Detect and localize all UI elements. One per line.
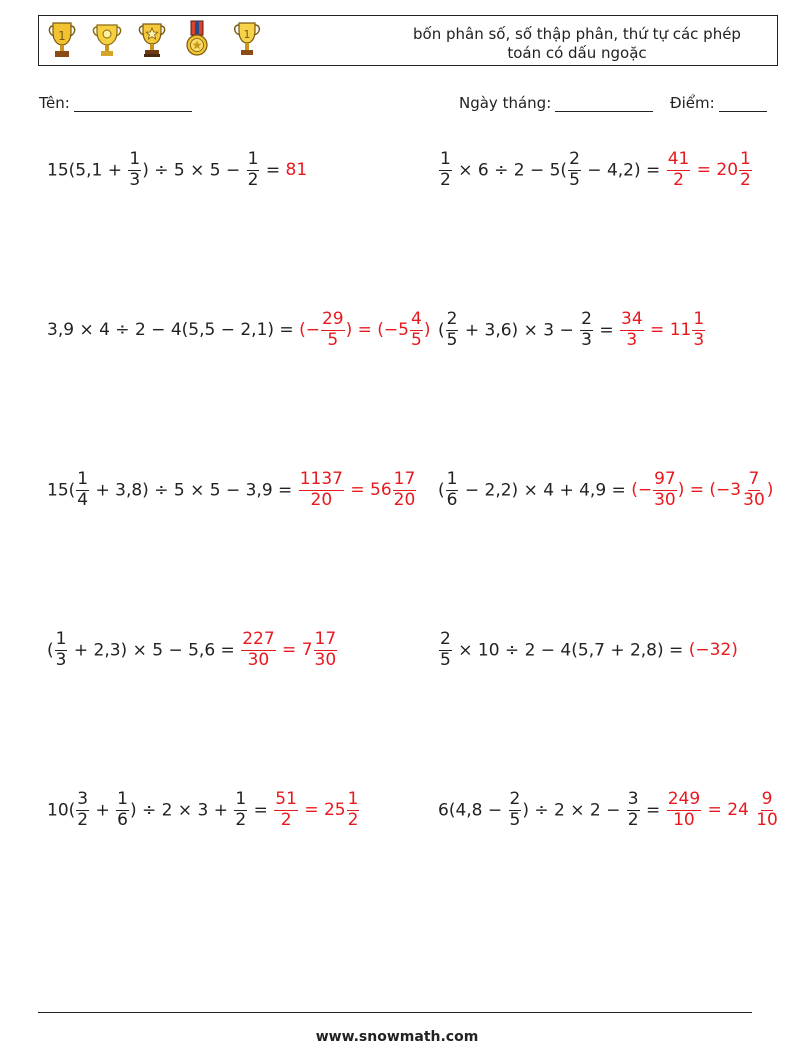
title-line-2: toán có dấu ngoặc bbox=[507, 44, 647, 62]
header-box bbox=[38, 15, 778, 66]
fraction: $\frac{3}{2}$ bbox=[77, 788, 89, 830]
fraction: $\frac{1}{2}$ bbox=[247, 148, 259, 190]
problem-4 bbox=[438, 300, 706, 360]
fraction: $\frac{1}{2}$ bbox=[440, 148, 451, 190]
problem-question: 6(4,8 − $\frac{2}{5}$ ) ÷ 2 × 2 − $\frac{3}{2}$ = bbox=[438, 788, 666, 830]
problem-question: ( $\frac{1}{6}$ − 2,2) × 4 + 4,9 = bbox=[438, 468, 632, 510]
problem-1 bbox=[47, 140, 307, 200]
fraction: $\frac{17}{20}$ bbox=[393, 468, 416, 510]
problem-answer: $\frac{51}{2}$ = 25 $\frac{1}{2}$ bbox=[275, 788, 359, 830]
problem-7 bbox=[47, 620, 338, 680]
name-blank[interactable] bbox=[74, 95, 192, 112]
fraction: $\frac{1}{2}$ bbox=[235, 788, 247, 830]
fraction: $\frac{7}{30}$ bbox=[743, 468, 765, 510]
fraction: $\frac{1}{3}$ bbox=[55, 628, 67, 670]
fraction: $\frac{17}{30}$ bbox=[314, 628, 337, 670]
problem-2 bbox=[438, 140, 753, 200]
score-blank[interactable] bbox=[719, 95, 767, 112]
trophy-sun-icon bbox=[92, 19, 122, 63]
problem-5 bbox=[47, 460, 417, 520]
fraction: $\frac{1}{6}$ bbox=[117, 788, 128, 830]
fraction: $\frac{41}{2}$ bbox=[667, 148, 690, 190]
name-label: Tên: bbox=[39, 94, 70, 112]
problem-3 bbox=[47, 300, 430, 360]
problem-answer: $\frac{1137}{20}$ = 56 $\frac{17}{20}$ bbox=[299, 468, 416, 510]
problem-question: ( $\frac{2}{5}$ + 3,6) × 3 − $\frac{2}{3}$ = bbox=[438, 308, 619, 350]
date-label: Ngày tháng: bbox=[459, 94, 552, 112]
fraction: $\frac{97}{30}$ bbox=[654, 468, 676, 510]
fraction: $\frac{2}{5}$ bbox=[446, 308, 458, 350]
fraction: $\frac{1}{2}$ bbox=[347, 788, 359, 830]
trophy-star-icon bbox=[137, 19, 167, 63]
problem-answer: (− $\frac{97}{30}$ ) = (−3 $\frac{7}{30}$ ) bbox=[631, 468, 774, 510]
fraction: $\frac{1}{4}$ bbox=[77, 468, 89, 510]
problem-10 bbox=[438, 780, 780, 840]
problem-answer: 81 bbox=[285, 160, 308, 180]
fraction: $\frac{34}{3}$ bbox=[621, 308, 643, 350]
trophy-1-icon bbox=[47, 19, 77, 63]
svg-text:1: 1 bbox=[243, 28, 251, 41]
problem-answer: $\frac{227}{30}$ = 7 $\frac{17}{30}$ bbox=[242, 628, 337, 670]
fraction: $\frac{4}{5}$ bbox=[411, 308, 422, 350]
problem-question: $\frac{2}{5}$ × 10 ÷ 2 − 4(5,7 + 2,8) = bbox=[440, 628, 689, 670]
problem-question: 10( $\frac{3}{2}$ + $\frac{1}{6}$ ) ÷ 2 × 3 + $\frac{1}{2}$ = bbox=[47, 788, 274, 830]
fraction: $\frac{2}{3}$ bbox=[581, 308, 592, 350]
trophy-cup-1-icon bbox=[227, 19, 267, 63]
problem-answer: $\frac{41}{2}$ = 20 $\frac{1}{2}$ bbox=[667, 148, 751, 190]
title-line-1: bốn phân số, số thập phân, thứ tự các phép bbox=[413, 25, 741, 43]
fraction: $\frac{249}{10}$ bbox=[667, 788, 701, 830]
fraction: $\frac{1137}{20}$ bbox=[299, 468, 343, 510]
name-field bbox=[39, 94, 192, 112]
fraction: $\frac{1}{2}$ bbox=[740, 148, 751, 190]
date-field bbox=[459, 94, 653, 112]
fraction: $\frac{29}{5}$ bbox=[321, 308, 344, 350]
fraction: $\frac{2}{5}$ bbox=[440, 628, 451, 670]
fraction: $\frac{2}{5}$ bbox=[569, 148, 580, 190]
footer-divider bbox=[38, 1012, 752, 1013]
fraction: $\frac{3}{2}$ bbox=[627, 788, 639, 830]
score-field bbox=[670, 94, 767, 112]
problem-6 bbox=[438, 460, 773, 520]
worksheet-title bbox=[397, 25, 757, 63]
medal-icon bbox=[182, 19, 212, 63]
score-label: Điểm: bbox=[670, 94, 715, 112]
date-blank[interactable] bbox=[555, 95, 653, 112]
problem-9 bbox=[47, 780, 360, 840]
fraction: $\frac{2}{5}$ bbox=[509, 788, 521, 830]
problem-question: ( $\frac{1}{3}$ + 2,3) × 5 − 5,6 = bbox=[47, 628, 241, 670]
problem-question: 15( $\frac{1}{4}$ + 3,8) ÷ 5 × 5 − 3,9 = bbox=[47, 468, 298, 510]
icon-row bbox=[47, 19, 282, 63]
problem-question: 3,9 × 4 ÷ 2 − 4(5,5 − 2,1) = bbox=[47, 320, 300, 340]
fraction: $\frac{1}{3}$ bbox=[129, 148, 141, 190]
problem-question: $\frac{1}{2}$ × 6 ÷ 2 − 5( $\frac{2}{5}$ − 4,2) = bbox=[440, 148, 666, 190]
problem-answer: $\frac{249}{10}$ = 24 $\frac{9}{10}$ bbox=[667, 788, 778, 830]
problem-answer: (− $\frac{29}{5}$ ) = (−5 $\frac{4}{5}$ ) bbox=[299, 308, 431, 350]
problem-question: 15(5,1 + $\frac{1}{3}$ ) ÷ 5 × 5 − $\frac{1}{2}$ = bbox=[47, 148, 286, 190]
problem-answer: (−32) bbox=[688, 640, 738, 660]
fraction: $\frac{9}{10}$ bbox=[756, 788, 778, 830]
footer-url[interactable]: www.snowmath.com bbox=[315, 1029, 479, 1045]
svg-text:1: 1 bbox=[58, 29, 66, 43]
fraction: $\frac{227}{30}$ bbox=[242, 628, 275, 670]
problem-answer: $\frac{34}{3}$ = 11 $\frac{1}{3}$ bbox=[621, 308, 705, 350]
problem-8 bbox=[438, 620, 738, 680]
fraction: $\frac{1}{6}$ bbox=[446, 468, 458, 510]
fraction: $\frac{51}{2}$ bbox=[275, 788, 297, 830]
fraction: $\frac{1}{3}$ bbox=[693, 308, 705, 350]
